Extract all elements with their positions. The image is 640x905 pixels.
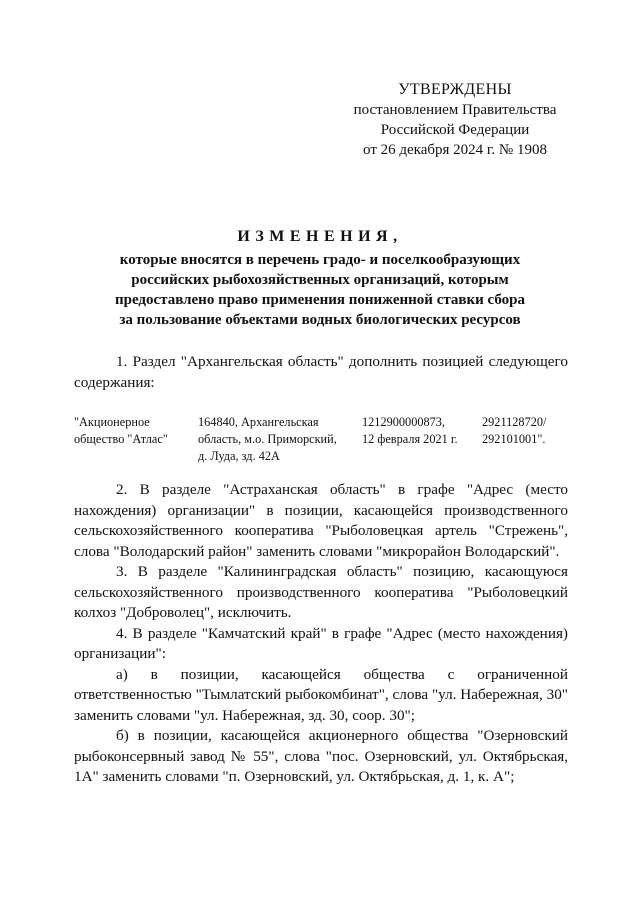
sections-2-4 (74, 480, 568, 788)
table-row (74, 414, 568, 464)
cell-address: 164840, Архангельская область, м.о. Приморский, д. Луда, зд. 42А (198, 415, 337, 463)
subtitle-line: российских рыбохозяйственных организаций, которым (131, 272, 509, 288)
paragraph-1: 1. Раздел "Архангельская область" дополнить позицией следующего содержания: (74, 353, 568, 391)
document-subtitle (60, 250, 580, 330)
cell-inn-kpp: 2921128720/ 292101001". (482, 415, 547, 446)
approval-line: Российской Федерации (380, 122, 530, 138)
title-word: ИЗМЕНЕНИЯ, (237, 228, 403, 245)
paragraph-4a: а) в позиции, касающейся общества с ограниченной ответственностью "Тымлатский рыбокомбинат", слова "ул. Набережная, 30" заменить словами "ул. Набережная, зд. 30, соор. 30"; (74, 665, 568, 724)
section-1 (74, 352, 568, 393)
approval-line: постановлением Правительства (353, 102, 557, 118)
paragraph-2: 2. В разделе "Астраханская область" в графе "Адрес (место нахождения) организации" в позиции, касающейся производственного сельскохозяйственного кооператива "Рыболовецкая артель "Стрежень", слова "Володарский район" заменить словами "микрорайон Володарский". (74, 481, 568, 560)
approval-line: от 26 декабря 2024 г. № 1908 (363, 142, 547, 158)
paragraph-4b: б) в позиции, касающейся акционерного общества "Озерновский рыбоконсервный завод № 55", слова "пос. Озерновский, ул. Октябрьская, 1А" заменить словами "п. Озерновский, ул. Октябрьская, д. 1, к. А"; (74, 727, 568, 785)
subtitle-line: которые вносятся в перечень градо- и поселкообразующих (119, 252, 521, 268)
cell-ogrn: 1212900000873, 12 февраля 2021 г. (362, 415, 458, 446)
subtitle-line: за пользование объектами водных биологических ресурсов (119, 312, 521, 328)
approval-stamp (340, 80, 570, 160)
paragraph-3: 3. В разделе "Калининградская область" позицию, касающуюся сельскохозяйственного производственного кооператива "Рыболовецкий колхоз "Доброволец", исключить. (74, 563, 568, 621)
document-title (60, 228, 580, 330)
approval-heading: УТВЕРЖДЕНЫ (398, 81, 512, 98)
paragraph-4: 4. В разделе "Камчатский край" в графе "Адрес (место нахождения) организации": (74, 624, 568, 662)
cell-organization-name: "Акционерное общество "Атлас" (74, 415, 168, 446)
subtitle-line: предоставлено право применения пониженной ставки сбора (114, 292, 526, 308)
